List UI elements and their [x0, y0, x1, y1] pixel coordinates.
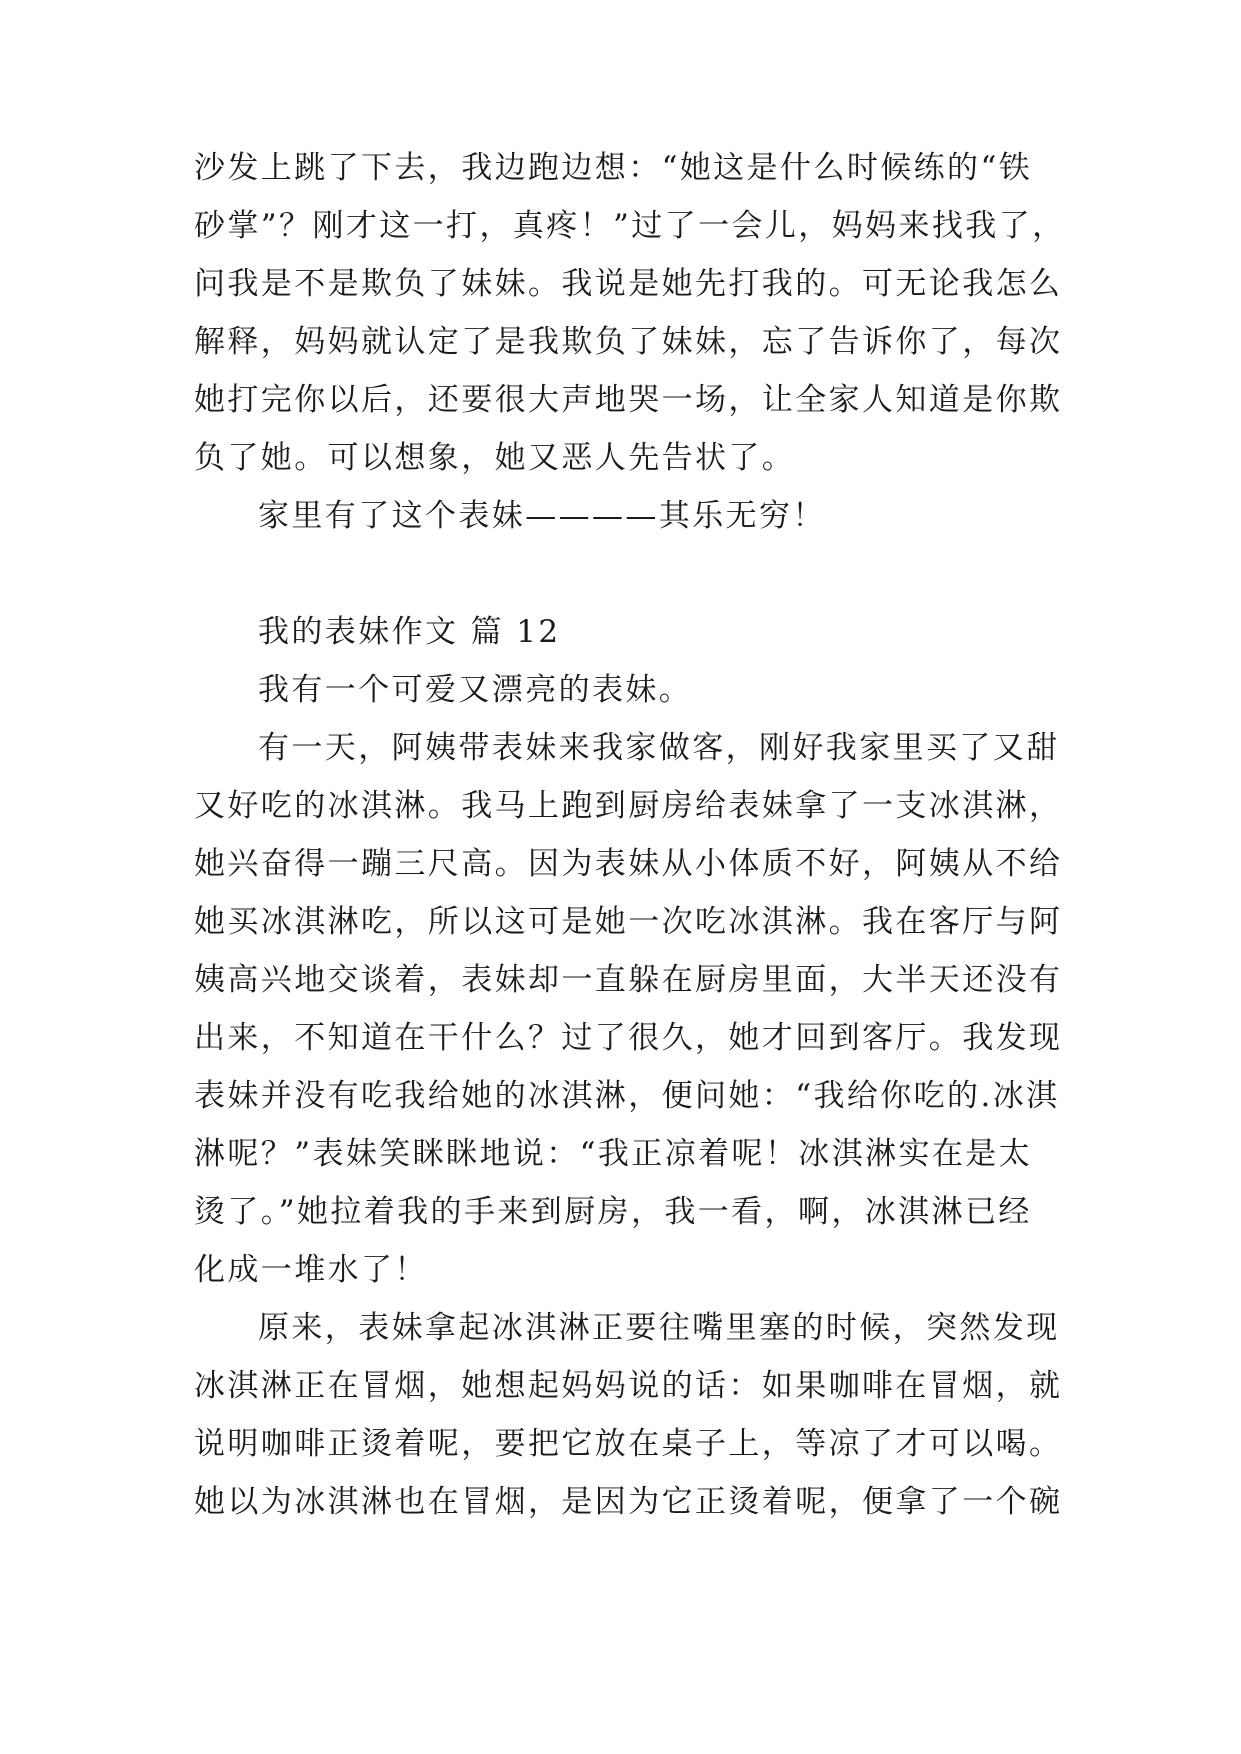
- paragraph-line: 姨高兴地交谈着，表妹却一直躲在厨房里面，大半天还没有: [194, 962, 1063, 998]
- paragraph-line: 她打完你以后，还要很大声地哭一场，让全家人知道是你欺: [194, 382, 1063, 418]
- paragraph-line: 负了她。可以想象，她又恶人先告状了。: [194, 440, 796, 476]
- paragraph-line: 又好吃的冰淇淋。我马上跑到厨房给表妹拿了一支冰淇淋，: [194, 788, 1063, 824]
- paragraph-line: 我有一个可爱又漂亮的表妹。: [258, 672, 693, 708]
- paragraph-line: 她买冰淇淋吃，所以这可是她一次吃冰淇淋。我在客厅与阿: [194, 904, 1063, 940]
- paragraph-line: 沙发上跳了下去，我边跑边想：“她这是什么时候练的“铁: [194, 150, 1033, 186]
- paragraph-line: 她兴奋得一蹦三尺高。因为表妹从小体质不好，阿姨从不给: [194, 846, 1063, 882]
- paragraph-line: 有一天，阿姨带表妹来我家做客，刚好我家里买了又甜: [258, 730, 1060, 766]
- paragraph-line: 原来，表妹拿起冰淇淋正要往嘴里塞的时候，突然发现: [258, 1310, 1060, 1346]
- paragraph-line: 冰淇淋正在冒烟，她想起妈妈说的话：如果咖啡在冒烟，就: [194, 1368, 1063, 1404]
- paragraph-line: 问我是不是欺负了妹妹。我说是她先打我的。可无论我怎么: [194, 266, 1063, 302]
- paragraph-line: 说明咖啡正烫着呢，要把它放在桌子上，等凉了才可以喝。: [194, 1426, 1063, 1462]
- paragraph-line: 表妹并没有吃我给她的冰淇淋，便问她：“我给你吃的.冰淇: [194, 1078, 1060, 1114]
- paragraph-line: 淋呢？”表妹笑眯眯地说：“我正凉着呢！冰淇淋实在是太: [194, 1136, 1033, 1172]
- paragraph-line: 出来，不知道在干什么？过了很久，她才回到客厅。我发现: [194, 1020, 1063, 1056]
- section-heading: 我的表妹作文 篇 12: [258, 614, 561, 650]
- paragraph-line: 她以为冰淇淋也在冒烟，是因为它正烫着呢，便拿了一个碗: [194, 1484, 1063, 1520]
- paragraph-line: 砂掌”？刚才这一打，真疼！”过了一会儿，妈妈来找我了，: [194, 208, 1066, 244]
- paragraph-line: 家里有了这个表妹————其乐无穷！: [258, 498, 826, 534]
- paragraph-line: 烫了。”她拉着我的手来到厨房，我一看，啊，冰淇淋已经: [194, 1194, 1032, 1230]
- paragraph-line: 化成一堆水了！: [194, 1252, 428, 1288]
- paragraph-line: 解释，妈妈就认定了是我欺负了妹妹，忘了告诉你了，每次: [194, 324, 1063, 360]
